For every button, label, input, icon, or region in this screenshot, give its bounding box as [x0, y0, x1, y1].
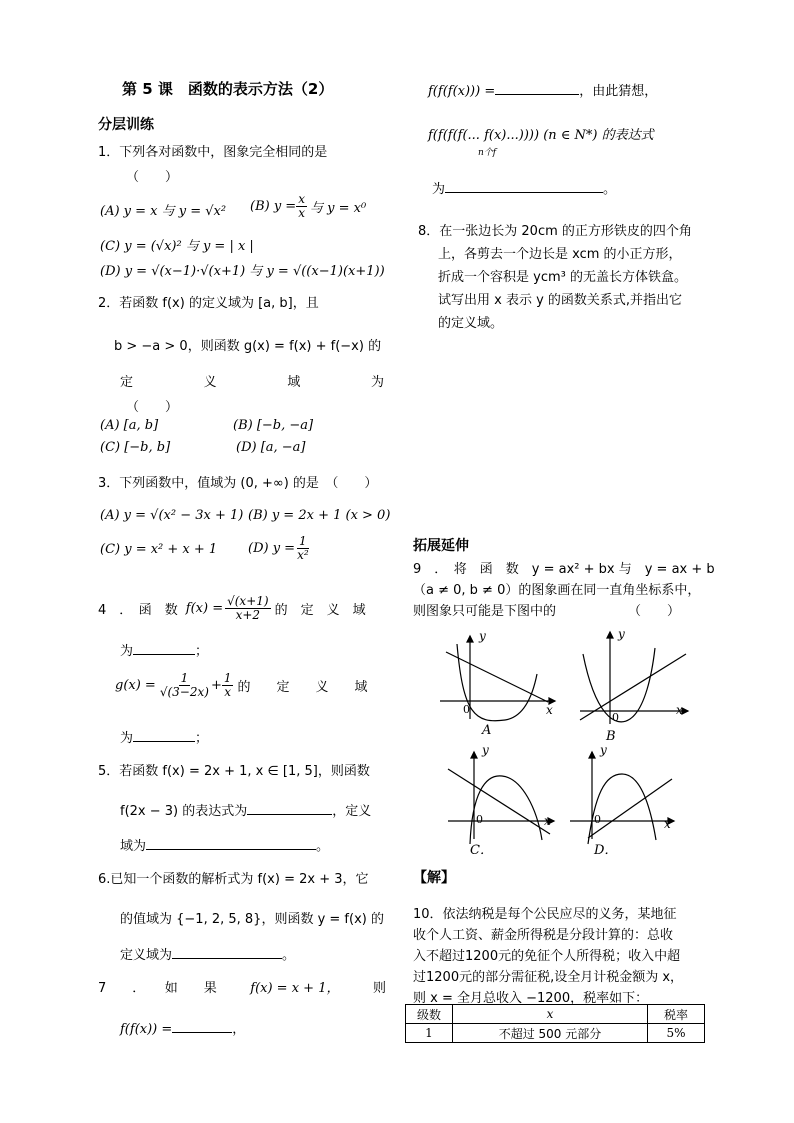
graph-b-x-label: x: [676, 703, 683, 717]
q5-line2a: f(2x − 3) 的表达式为: [120, 804, 248, 819]
q8-line: 8．在一张边长为 20cm 的正方形铁皮的四个角: [418, 224, 692, 239]
graph-c-parabola: [470, 776, 542, 844]
q2-option-b: (B) [−b, −a]: [233, 418, 314, 433]
q4-f-pre: f(x) =: [185, 601, 224, 616]
q7-blank-3[interactable]: [445, 181, 603, 193]
graph-b-origin: 0: [612, 711, 619, 724]
q7-r3a: 为: [432, 182, 446, 197]
q2-line2: b > −a > 0，则函数 g(x) = f(x) + f(−x) 的: [114, 339, 382, 354]
q3-option-d: [248, 535, 311, 562]
q1-option-a: (A) y = x 与 y = √x²: [100, 204, 227, 219]
q2-option-c: (C) [−b, b]: [100, 440, 171, 455]
q4-semi-2: ；: [195, 731, 209, 746]
q6-line3a: 定义域为: [120, 948, 173, 963]
q2-paren: （ ）: [126, 400, 179, 415]
graph-b-x-arrow: [682, 708, 688, 714]
q4-line3: [115, 672, 385, 699]
q1-option-d: (D) y = √(x−1)·√(x+1) 与 y = √((x−1)(x+1)): [100, 264, 385, 279]
q4-blank-2[interactable]: [133, 730, 195, 742]
graph-a-label: A: [482, 723, 492, 738]
q7-line1: [98, 977, 386, 996]
q4-g2-num: 1: [223, 671, 232, 685]
graph-b-label: B: [606, 729, 616, 744]
section-solution: 【解】: [413, 870, 455, 886]
table-header-cell: 税率: [648, 1005, 705, 1024]
q6-line3: [120, 944, 295, 963]
q7-ze: 则: [372, 981, 386, 996]
q1-option-b-den: x: [298, 206, 305, 220]
q9-line1: 9 ． 将 函 数 y = ax² + bx 与 y = ax + b: [413, 562, 715, 577]
page-title: 第 5 课 函数的表示方法（2）: [122, 80, 334, 98]
table-cell: 不超过 500 元部分: [453, 1024, 648, 1043]
q2-line3: [120, 371, 384, 390]
q7-r3b: 。: [603, 182, 617, 197]
q7-r1b: ，由此猜想，: [579, 84, 658, 99]
q4-g-plus: +: [210, 678, 222, 693]
table-header-cell: 级数: [406, 1005, 453, 1024]
q7-line2: [120, 1018, 245, 1037]
q5-line2b: ，定义: [332, 804, 372, 819]
q3-option-d-den: x²: [297, 548, 309, 562]
graph-a-y-label: y: [479, 629, 486, 643]
graph-a-origin: 0: [463, 703, 470, 716]
q3-option-a: (A) y = √(x² − 3x + 1): [100, 508, 244, 523]
q1-paren: （ ）: [126, 170, 179, 185]
q6-stem: 6.已知一个函数的解析式为 f(x) = 2x + 3，它: [98, 872, 369, 887]
q5-line3b: 。: [316, 839, 330, 854]
graph-a-x-label: x: [546, 703, 553, 717]
q6-line3b: 。: [282, 948, 296, 963]
graph-a-y-arrow: [467, 636, 473, 642]
graph-d-x-label: x: [664, 817, 671, 831]
q2-line3-word: 为: [370, 375, 384, 390]
q1-option-b-num: x: [298, 192, 305, 206]
section-layered: 分层训练: [98, 117, 154, 133]
q9-graphs: [430, 624, 720, 864]
q6-blank-domain[interactable]: [172, 947, 282, 959]
q2-stem: 2．若函数 f(x) 的定义域为 [a, b]，且: [98, 296, 319, 311]
q4-blank-1[interactable]: [133, 643, 195, 655]
q10-line: 则 x = 全月总收入 −1200，税率如下：: [413, 991, 649, 1006]
q9-paren: （ ）: [628, 604, 681, 619]
q1-stem: 1．下列各对函数中，图象完全相同的是: [98, 145, 328, 160]
graph-c-origin: 0: [476, 813, 483, 826]
q4-wei-2: 为: [120, 731, 134, 746]
q4-lead: 4 ． 函 数: [98, 603, 178, 618]
q1-option-b-fraction: [296, 193, 307, 220]
graph-d-label: D．: [594, 843, 618, 858]
q9-line2: （a ≠ 0, b ≠ 0）的图象画在同一直角坐标系中，: [413, 583, 701, 598]
q7-blank-1[interactable]: [172, 1021, 232, 1033]
q8-line: 折成一个容积是 ycm³ 的无盖长方体铁盒。: [438, 270, 687, 285]
q8-line: 试写出用 x 表示 y 的函数关系式,并指出它: [438, 293, 683, 308]
graph-d-y-label: y: [600, 743, 607, 757]
q5-blank-expression[interactable]: [247, 803, 332, 815]
q1-option-b-post: 与 y = x⁰: [309, 201, 367, 216]
q4-f-den: x+2: [235, 608, 261, 622]
graph-d-y-arrow: [589, 752, 595, 758]
q2-line3-word: 域: [287, 375, 301, 390]
tax-rate-table: [405, 1004, 705, 1043]
q7-line2a: f(f(x)) =: [120, 1022, 173, 1037]
q4-g-pre: g(x) =: [115, 678, 156, 693]
q2-line3-word: 定: [120, 375, 134, 390]
q4-f-fraction: [225, 595, 270, 622]
q10-line: 10．依法纳税是每个公民应尽的义务，某地征: [413, 907, 677, 922]
q7-right-line3: [432, 178, 616, 197]
q4-g2-den: x: [224, 685, 232, 699]
table-header-row: [406, 1005, 705, 1024]
table-header-cell: x: [453, 1005, 648, 1024]
q7-lead: 7 ． 如 果: [98, 981, 217, 996]
graph-b-y-label: y: [618, 627, 625, 641]
table-cell: 1: [406, 1024, 453, 1043]
q7-blank-2[interactable]: [495, 83, 579, 95]
graph-c-line: [448, 769, 550, 834]
graph-c-label: C．: [470, 843, 493, 858]
q4-f-post: 的 定 义 域: [274, 603, 366, 618]
q2-option-d: (D) [a, −a]: [236, 440, 306, 455]
graph-d-origin: 0: [594, 813, 601, 826]
q4-g2-fraction: [222, 672, 234, 699]
q3-option-b: (B) y = 2x + 1 (x > 0): [248, 508, 391, 523]
graph-c-y-arrow: [471, 752, 477, 758]
q8-text: [418, 220, 692, 335]
q2-option-a: (A) [a, b]: [100, 418, 159, 433]
q7-n-f-label: n个f: [478, 148, 497, 158]
q4-g1-fraction: [158, 672, 211, 699]
q5-line3: [120, 835, 329, 854]
graph-b-line: [580, 654, 686, 720]
q7-line2b: ，: [232, 1022, 246, 1037]
q4-wei-1: 为: [120, 644, 134, 659]
q6-line2: 的值域为 {−1, 2, 5, 8}，则函数 y = f(x) 的: [120, 912, 384, 927]
q4-answer-2: [120, 727, 208, 746]
table-row: [406, 1024, 705, 1043]
q7-expr: f(x) = x + 1，: [250, 981, 340, 996]
table-cell: 5%: [648, 1024, 705, 1043]
q5-line3a: 域为: [120, 839, 147, 854]
q4-semi-1: ；: [195, 644, 209, 659]
q8-line: 上，各剪去一个边长是 xcm 的小正方形，: [438, 247, 682, 262]
q7-right-line2: [428, 124, 654, 143]
section-extension: 拓展延伸: [413, 538, 469, 554]
q3-stem: 3．下列函数中，值域为 (0, +∞) 的是 （ ）: [98, 476, 378, 491]
q3-option-d-num: 1: [299, 534, 307, 548]
q4-line1: [98, 595, 384, 622]
q2-line3-word: 义: [203, 375, 217, 390]
q10-text: [413, 904, 683, 1009]
q4-g1-den: √(3−2x): [159, 685, 209, 699]
q10-line: 收个人工资、薪金所得税是分段计算的：总收: [413, 928, 674, 943]
graph-d-line: [588, 779, 672, 838]
q3-option-d-fraction: [295, 535, 311, 562]
q10-line: 过1200元的部分需征税,设全月计税金额为 x，: [413, 970, 684, 985]
q9-line3: 则图象只可能是下图中的: [413, 604, 557, 619]
q7-r1a: f(f(f(x))) =: [428, 84, 496, 99]
q4-g-post: 的 定 义 域: [237, 680, 368, 695]
q10-line: 入不超过1200元的免征个人所得税；收入中超: [413, 949, 681, 964]
q1-option-c: (C) y = (√x)² 与 y = | x |: [100, 239, 254, 254]
graph-b-y-arrow: [607, 632, 613, 638]
q5-line2: [120, 800, 371, 819]
q5-blank-domain[interactable]: [146, 838, 316, 850]
graph-c-x-label: x: [544, 814, 551, 828]
q7-r2b: (n ∈ N*) 的表达式: [543, 128, 654, 143]
q4-answer-1: [120, 640, 208, 659]
q3-option-c: (C) y = x² + x + 1: [100, 542, 218, 557]
q1-option-b: [250, 193, 366, 220]
q5-stem: 5．若函数 f(x) = 2x + 1, x ∈ [1, 5]，则函数: [98, 764, 370, 779]
q7-right-line1: [428, 80, 657, 99]
q1-option-b-pre: (B) y =: [250, 199, 297, 214]
q7-r2a: f(f(f(f(... f(x)...)))): [428, 128, 540, 143]
graph-c-y-label: y: [482, 743, 489, 757]
q8-line: 的定义域。: [438, 316, 504, 331]
q3-option-d-pre: (D) y =: [248, 541, 296, 556]
q4-g1-num: 1: [180, 671, 189, 685]
graph-d-parabola: [588, 774, 656, 844]
q4-f-num: √(x+1): [227, 594, 269, 608]
